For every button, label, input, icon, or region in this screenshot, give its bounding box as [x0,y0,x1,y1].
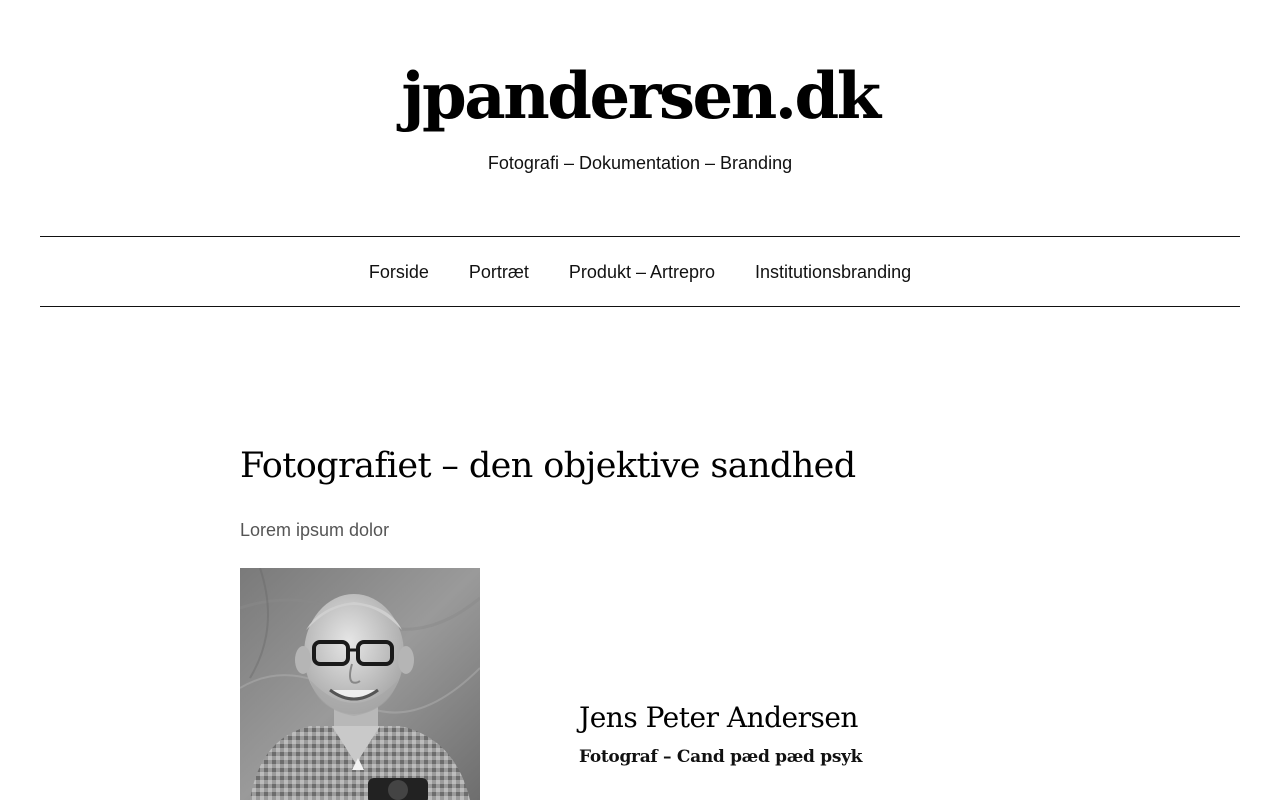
site-tagline: Fotografi – Dokumentation – Branding [487,153,793,173]
nav-item-institutionsbranding[interactable]: Institutionsbranding [755,261,912,282]
portrait-photo [240,568,480,800]
intro-text: Lorem ipsum dolor [240,520,390,540]
main-navigation [40,236,1240,307]
nav-item-produkt-artrepro[interactable]: Produkt – Artrepro [568,261,715,282]
person-title: Fotograf – Cand pæd pæd psyk [579,747,863,767]
nav-item-forside[interactable]: Forside [368,261,429,282]
nav-item-portraet[interactable]: Portræt [468,261,529,282]
page-heading: Fotografiet – den objektive sandhed [240,446,856,486]
person-name: Jens Peter Andersen [579,701,858,734]
site-title-link[interactable]: jpandersen.dk [401,59,879,134]
